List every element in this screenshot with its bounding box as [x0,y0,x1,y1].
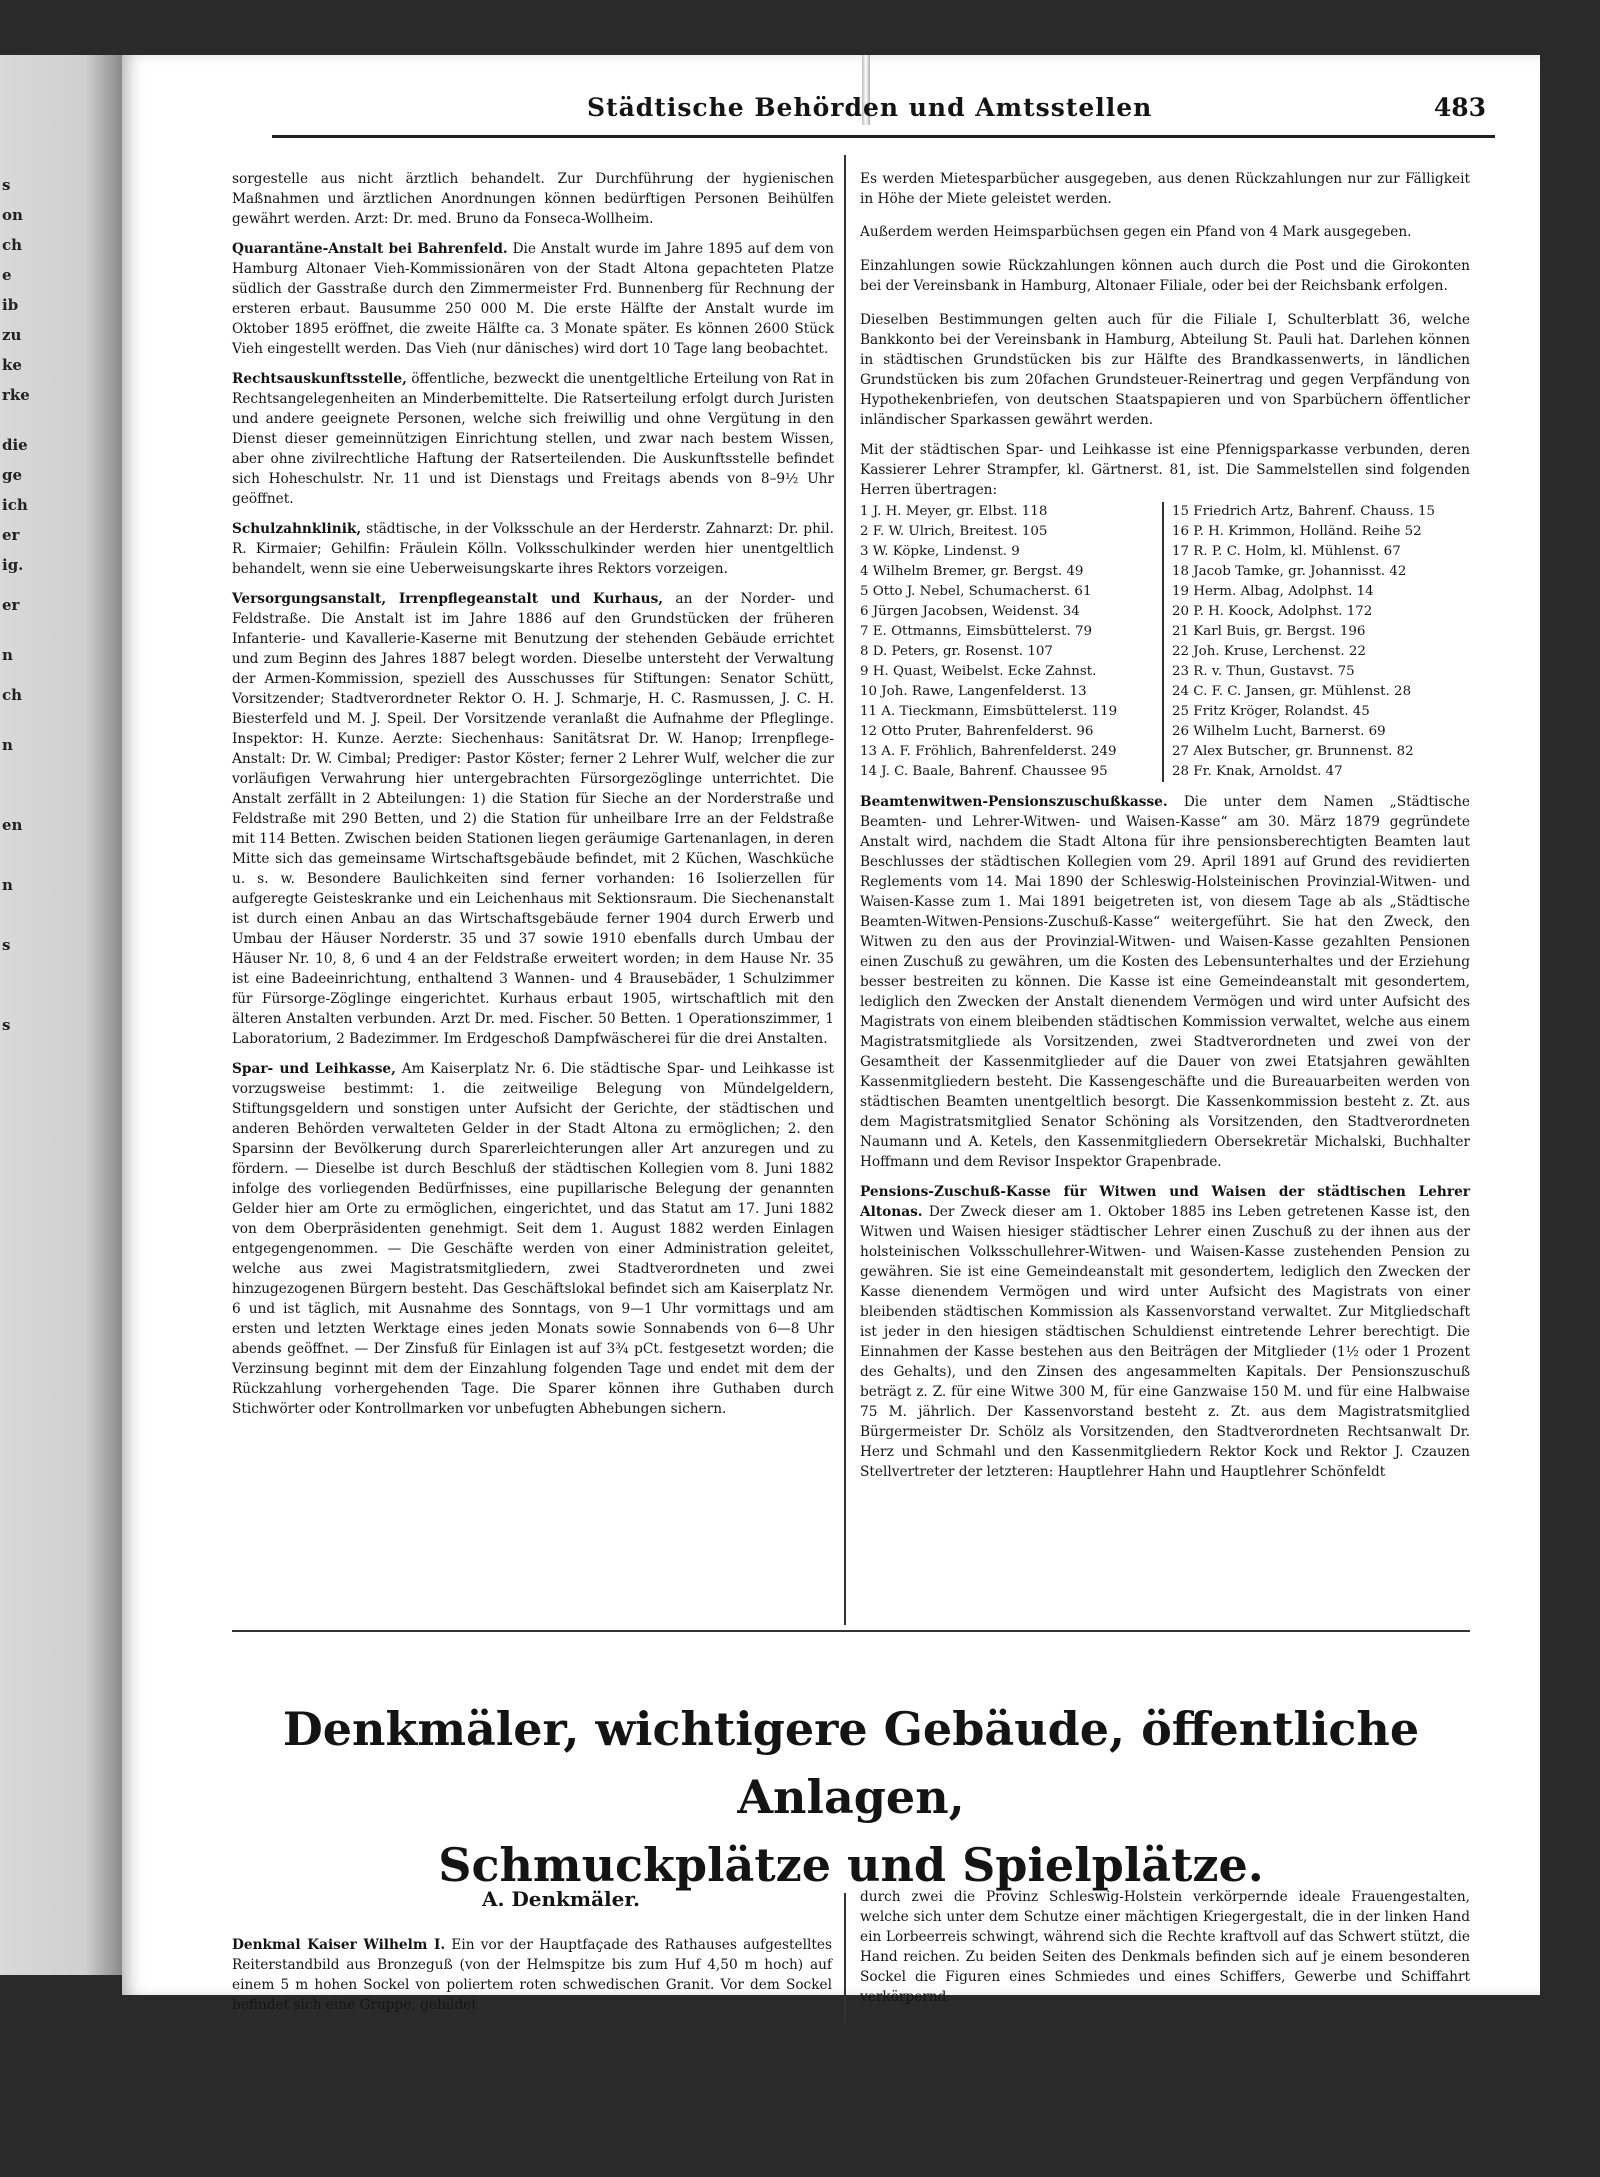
previous-page-fragment: rke [2,386,30,404]
entry-quarantaene-anstalt [232,239,834,359]
list-item: 5 Otto J. Nebel, Schumacherst. 61 [860,583,1092,599]
list-item: 19 Herm. Albag, Adolphst. 14 [1172,583,1374,599]
entry-spar-und-leihkasse [232,1059,834,1419]
collectors-list-right [1164,502,1470,782]
right-column [860,155,1470,1492]
previous-page-fragment: ich [2,496,28,514]
left-column [232,155,834,1429]
list-item: 9 H. Quast, Weibelst. Ecke Zahnst. [860,663,1097,679]
list-item: 28 Fr. Knak, Arnoldst. 47 [1172,763,1343,779]
previous-page-fragment: n [2,876,13,894]
list-item: 4 Wilhelm Bremer, gr. Bergst. 49 [860,563,1084,579]
list-item: 6 Jürgen Jacobsen, Weidenst. 34 [860,603,1080,619]
list-item: 14 J. C. Baale, Bahrenf. Chaussee 95 [860,763,1108,779]
collection-points-table [860,502,1470,782]
entry-title: Schulzahnklinik, [232,520,362,537]
column-divider [844,1893,846,2023]
list-item: 13 A. F. Fröhlich, Bahrenfelderst. 249 [860,743,1117,759]
previous-page-fragment: s [2,176,11,194]
previous-page-fragment: er [2,596,20,614]
section-heading [222,1695,1480,1899]
previous-page-fragment: s [2,1016,11,1034]
entry-versorgungsanstalt [232,589,834,1049]
entry-text: an der Norder- und Feldstraße. Die Anstalt ist im Jahre 1886 auf den Grundstücken der früheren Infanterie- und Kavallerie-Kaserne mit Benutzung der stehenden Gebäude errichtet und zum Beginn des Jahres 1887 belegt worden. Dieselbe untersteht der Verwaltung der Armen-Kommission, speziell des Ausschusses für Stiftungen: Senator Schütt, Vorsitzender; Stadtverordneter Rektor O. H. J. Schmarje, H. C. Rasmussen, J. C. H. Biesterfeld und M. J. Speil. Der Vorsitzende veranlaßt die Aufnahme der Pfleglinge. Inspektor: H. Kunze. Aerzte: Siechenhaus: Sanitätsrat Dr. W. Hanop; Irrenpflege-Anstalt: Dr. W. Cimbal; Prediger: Pastor Köster; ferner 2 Lehrer Wulf, welcher die zur vorläufigen Verwahrung hier untergebrachten Fürsorgezöglinge unterrichtet. Die Anstalt zerfällt in 2 Abteilungen: 1) die Station für Sieche an der Norderstraße und Feldstraße mit 290 Betten, und 2) die Station für unheilbare Irre an der Feldstraße mit 114 Betten. Zwischen beiden Stationen liegen geräumige Gartenanlagen, in deren Mitte sich das gemeinsame Wirtschaftsgebäude befindet, mit 2 Küchen, Waschküche u. s. w. Besondere Baulichkeiten sind ferner vorhanden: 16 Isolierzellen für aufgeregte Geisteskranke und ein Leichenhaus mit Sektionsraum. Die Siechenanstalt ist durch einen Anbau an das Wirtschaftsgebäude ferner 1904 durch Erwerb und Umbau der Häuser Norderstr. 35 und 37 sowie 1910 ebenfalls durch Umbau der Häuser Nr. 10, 8, 6 und 4 an der Feldstraße erweitert worden; in dem Hause Nr. 35 ist eine Badeeinrichtung, enthaltend 3 Wannen- und 4 Brausebäder, 1 Schulzimmer für Fürsorge-Zöglinge eingerichtet. Kurhaus erbaut 1905, wirtschaftlich mit den älteren Anstalten verbunden. Arzt Dr. med. Fischer. 50 Betten. 1 Operationszimmer, 1 Laboratorium, 2 Badezimmer. Im Erdgeschoß Dampfwäscherei für die drei Anstalten. [232,590,834,1047]
column-divider [844,155,846,1625]
entry-title: Spar- und Leihkasse, [232,1060,396,1077]
entry-schulzahnklinik [232,519,834,579]
monument-text: Ein vor der Hauptfaçade des Rathauses aufgestelltes Reiterstandbild aus Bronzeguß (von der Helmspitze bis zum Huf 4,50 m hoch) auf einem 5 m hohen Sockel von poliertem roten schwedischen Granit. Vor dem Sockel befindet sich eine Gruppe, gebildet [232,1937,832,2013]
entry-title: Beamtenwitwen-Pensionszuschußkasse. [860,793,1168,810]
list-item: 27 Alex Butscher, gr. Brunnenst. 82 [1172,743,1414,759]
entry-lehrer-witwen-kasse [860,1182,1470,1482]
book-page [122,55,1540,2013]
previous-page-fragment: ke [2,356,22,374]
monument-column-left [232,1935,832,2015]
page-header [122,93,1540,137]
section-heading-line: Denkmäler, wichtigere Gebäude, öffentliche Anlagen, [282,1702,1420,1824]
list-item: 15 Friedrich Artz, Bahrenf. Chauss. 15 [1172,503,1436,519]
entry-beamtenwitwen-kasse [860,792,1470,1172]
section-rule [232,1630,1470,1632]
previous-page-fragment: e [2,266,12,284]
entry-text: öffentliche, bezweckt die unentgeltliche Erteilung von Rat in Rechtsangelegenheiten an Minderbemittelte. Die Ratserteilung erfolgt durch Juristen und andere geeignete Personen, welche sich freiwillig und ohne Vergütung in den Dienst dieser gemeinnützigen Einrichtung stellen, und zwar nach bestem Wissen, aber ohne zivilrechtliche Haftung der Ratserteilenden. Die Auskunftsstelle befindet sich Hoheschulstr. Nr. 11 und ist Dienstags und Freitags abends von 8–9½ Uhr geöffnet. [232,370,834,507]
entry-rechtsauskunftsstelle [232,369,834,509]
entry-text: Der Zweck dieser am 1. Oktober 1885 ins Leben getretenen Kasse ist, den Witwen und Waisen hiesiger städtischer Lehrer einen Zuschuß zu der ihnen aus der holsteinischen Volksschullehrer-Witwen- und Waisen-Kasse zustehenden Pension zu gewähren. Sie ist eine Gemeindeanstalt mit gesondertem, lediglich den Zwecken der Kasse dienendem Vermögen und wird unter Aufsicht des Magistrats von einer bleibenden städtischen Kommission als Kassenvorstand verwaltet. Zur Mitgliedschaft ist jeder in den hiesigen städtischen Schuldienst eintretende Lehrer berechtigt. Die Einnahmen der Kasse bestehen aus den Beiträgen der Mitglieder (1½ oder 1 Prozent des Gehalts), und den Zinsen des angesammelten Kapitals. Der Pensionszuschuß beträgt z. Z. für eine Witwe 300 M, für eine Ganzwaise 150 M. und für eine Halbwaise 75 M. jährlich. Der Kassenvorstand besteht z. Zt. aus dem Magistratsmitglied Bürgermeister Dr. Schölz als Vorsitzenden, den Stadtverordneten Rechtsanwalt Dr. Herz und Schmahl und den Kassenmitgliedern Rektor Kock und Rektor J. Czauzen Stellvertreter der letzteren: Hauptlehrer Hahn und Hauptlehrer Schönfeldt [860,1203,1470,1480]
previous-page-fragment: ch [2,236,23,254]
list-item: 2 F. W. Ulrich, Breitest. 105 [860,523,1048,539]
entry-title: Versorgungsanstalt, Irrenpflegeanstalt und Kurhaus, [232,590,664,607]
list-item: 26 Wilhelm Lucht, Barnerst. 69 [1172,723,1386,739]
paragraph-mietesparbuecher: Es werden Mietesparbücher ausgegeben, aus denen Rückzahlungen nur zur Fälligkeit in Höhe der Miete geleistet werden. [860,170,1470,207]
monument-continuation: durch zwei die Provinz Schleswig-Holstein verkörpernde ideale Frauengestalten, welche sich unter dem Schutze einer mächtigen Kriegergestalt, die in der linken Hand ein Lorbeerreis schwingt, während sich die Rechte kraftvoll auf das Schwert stützt, die Hand reichen. Zu beiden Seiten des Denkmals befinden sich auf je einem besonderen Sockel die Figuren eines Schmiedes und eines Schiffers, Gewerbe und Schiffahrt verkörpernd. [860,1889,1470,2005]
list-item: 8 D. Peters, gr. Rosenst. 107 [860,643,1053,659]
previous-page-fragment: er [2,526,20,544]
previous-page-fragment: ig. [2,556,24,574]
previous-page-fragment: ge [2,466,23,484]
list-item: 1 J. H. Meyer, gr. Elbst. 118 [860,503,1048,519]
list-item: 16 P. H. Krimmon, Holländ. Reihe 52 [1172,523,1422,539]
intro-paragraph: sorgestelle aus nicht ärztlich behandelt. Zur Durchführung der hygienischen Maßnahmen und ärztlichen Anordnungen können bedürftigen Personen Beihülfen gewährt werden. Arzt: Dr. med. Bruno da Fonseca-Wollheim. [232,170,834,227]
paragraph-pfennigsparkasse: Mit der städtischen Spar- und Leihkasse ist eine Pfennigsparkasse verbunden, deren Kassierer Lehrer Strampfer, kl. Gärtnerst. 81, ist. Die Sammelstellen sind folgenden Herren übertragen: [860,441,1470,498]
list-item: 3 W. Köpke, Lindenst. 9 [860,543,1020,559]
entry-text: Am Kaiserplatz Nr. 6. Die städtische Spar- und Leihkasse ist vorzugsweise bestimmt: 1. die zeitweilige Belegung von Mündelgeldern, Stiftungsgeldern und sonstigen unter Aufsicht der Gerichte, der städtischen und anderen Behörden verwalteten Gelder in der Stadt Altona zu ermöglichen; 2. den Sparsinn der Bevölkerung durch Sparerleichterungen aller Art anzuregen und zu fördern. — Dieselbe ist durch Beschluß der städtischen Kollegien vom 8. Juni 1882 infolge des vorliegenden Bedürfnisses, eine pupillarische Belegung der genannten Gelder hier am Orte zu ermöglichen, eingerichtet, und das Statut am 17. Juni 1882 von dem Oberpräsidenten genehmigt. Seit dem 1. August 1882 werden Einlagen entgegengenommen. — Die Geschäfte werden von einer Administration geleitet, welche aus zwei Magistratsmitgliedern, zwei Stadtverordneten und zwei hinzugezogenen Bürgern besteht. Das Geschäftslokal befindet sich am Kaiserplatz Nr. 6 und ist täglich, mit Ausnahme des Sonntags, von 9—1 Uhr vormittags und am ersten und letzten Werktage eines jeden Monats sowie Sonnabends von 6—8 Uhr abends geöffnet. — Der Zinsfuß für Einlagen ist auf 3¾ pCt. festgesetzt worden; die Verzinsung beginnt mit dem der Einzahlung folgenden Tage und endet mit dem der Rückzahlung vorhergehenden Tage. Die Sparer können ihre Guthaben durch Stichwörter oder Kontrollmarken vor unbefugten Abhebungen sichern. [232,1060,834,1417]
entry-text: städtische, in der Volksschule an der Herderstr. Zahnarzt: Dr. phil. R. Kirmaier; Gehilfin: Fräulein Kölln. Volksschulkinder werden hier unentgeltlich behandelt, wenn sie eine Ueberweisungskarte ihres Rektors vorzeigen. [232,520,834,577]
header-rule [272,135,1495,138]
left-entries [232,239,834,1419]
previous-page-fragment: s [2,936,11,954]
entry-title: Rechtsauskunftsstelle, [232,370,407,387]
previous-page-edge [0,55,122,1975]
entry-title: Pensions-Zuschuß-Kasse für Witwen und Waisen der städtischen Lehrer Altonas. [860,1183,1470,1220]
list-item: 12 Otto Pruter, Bahrenfelderst. 96 [860,723,1094,739]
paragraph-einzahlungen: Einzahlungen sowie Rückzahlungen können auch durch die Post und die Girokonten bei der Vereinsbank in Hamburg, Altonaer Filiale, oder bei der Reichsbank erfolgen. [860,258,1470,295]
list-item: 21 Karl Buis, gr. Bergst. 196 [1172,623,1366,639]
list-item: 10 Joh. Rawe, Langenfelderst. 13 [860,683,1087,699]
monument-column-right [860,1887,1470,2007]
entry-title: Quarantäne-Anstalt bei Bahrenfeld. [232,240,508,257]
list-item: 11 A. Tieckmann, Eimsbüttelerst. 119 [860,703,1118,719]
list-item: 7 E. Ottmanns, Eimsbüttelerst. 79 [860,623,1093,639]
previous-page-fragment: on [2,206,23,224]
section-heading-line: Schmuckplätze und Spielplätze. [438,1838,1264,1892]
previous-page-fragment: en [2,816,23,834]
previous-page-fragment: die [2,436,28,454]
list-item: 17 R. P. C. Holm, kl. Mühlenst. 67 [1172,543,1401,559]
previous-page-fragment: n [2,646,13,664]
list-item: 22 Joh. Kruse, Lerchenst. 22 [1172,643,1366,659]
running-header-title: Städtische Behörden und Amtsstellen [587,93,1153,122]
page-number: 483 [1433,93,1486,122]
entry-text: Die unter dem Namen „Städtische Beamten- und Lehrer-Witwen- und Waisen-Kasse“ am 30. März 1879 gegründete Anstalt wird, nachdem die Stadt Altona für ihre pensionsberechtigten Beamten laut Beschlusses der städtischen Kollegien vom 29. April 1891 auf Grund des revidierten Reglements vom 14. Mai 1890 der Schleswig-Holsteinischen Provinzial-Witwen- und Waisen-Kasse zum 1. Mai 1891 beigetreten ist, von diesem Tage ab als „Städtische Beamten-Witwen-Pensions-Zuschuß-Kasse“ weitergeführt. Sie hat den Zweck, den Witwen zu den aus der Provinzial-Witwen- und Waisen-Kasse gezahlten Pensionen einen Zuschuß zu gewähren, um die Kosten des Lebensunterhaltes und der Erziehung besser bestreiten zu können. Die Kasse ist eine Gemeindeanstalt mit gesondertem, lediglich den Zwecken der Anstalt dienendem Vermögen und wird unter Aufsicht des Magistrats von einem bleibenden städtischen Kommission verwaltet, welche aus einem Magistratsmitgliede als Vorsitzenden, zwei Stadtverordneten und zwei von der Gesamtheit der Kassenmitglieder auf die Dauer von zwei Etatsjahren gewählten Kassenmitgliedern besteht. Die Kassengeschäfte und die Bureauarbeiten werden von städtischen Beamten unentgeltlich besorgt. Die Kassenkommission besteht z. Zt. aus dem Magistratsmitglied Senator Schöning als Vorsitzenden, den Stadtverordneten Naumann und A. Ketels, den Kassenmitgliedern Obersekretär Michalski, Buchhalter Hoffmann und dem Revisor Inspektor Grapenbrade. [860,793,1470,1170]
list-item: 23 R. v. Thun, Gustavst. 75 [1172,663,1355,679]
previous-page-fragment: zu [2,326,22,344]
list-item: 25 Fritz Kröger, Rolandst. 45 [1172,703,1370,719]
list-item: 24 C. F. C. Jansen, gr. Mühlenst. 28 [1172,683,1412,699]
list-item: 20 P. H. Koock, Adolphst. 172 [1172,603,1373,619]
previous-page-fragment: n [2,736,13,754]
previous-page-fragment: ch [2,686,23,704]
subsection-title: A. Denkmäler. [482,1887,641,1911]
previous-page-fragment: ib [2,296,19,314]
monument-title: Denkmal Kaiser Wilhelm I. [232,1937,446,1953]
paragraph-filiale: Dieselben Bestimmungen gelten auch für die Filiale I, Schulterblatt 36, welche Bankkonto bei der Vereinsbank in Hamburg, Abteilung St. Pauli hat. Darlehen können in städtischen Grundstücken bis zur Hälfte des Brandkassenwerts, in ländlichen Grundstücken bis zum 20fachen Grundsteuer-Reinertrag und gegen Verpfändung von Hypothekenbriefen, von deutschen Staatspapieren und von Sparbüchern öffentlicher inländischer Sparkassen gewährt werden. [860,311,1470,428]
collectors-list-left [860,502,1164,782]
list-item: 18 Jacob Tamke, gr. Johannisst. 42 [1172,563,1407,579]
paragraph-heimsparbuechsen: Außerdem werden Heimsparbüchsen gegen ein Pfand von 4 Mark ausgegeben. [860,224,1412,241]
entry-text: Die Anstalt wurde im Jahre 1895 auf dem von Hamburg Altonaer Vieh-Kommissionären von der Stadt Altona gepachteten Platze südlich der Gasstraße durch den Zimmermeister Frd. Bunnenberg für Rechnung der ersteren erbaut. Bausumme 250 000 M. Die erste Hälfte der Anstalt wurde im Oktober 1895 eröffnet, die zweite Hälfte ca. 3 Monate später. Es können 2600 Stück Vieh eingestellt werden. Das Vieh (nur dänisches) wird dort 10 Tage lang beobachtet. [232,240,834,357]
